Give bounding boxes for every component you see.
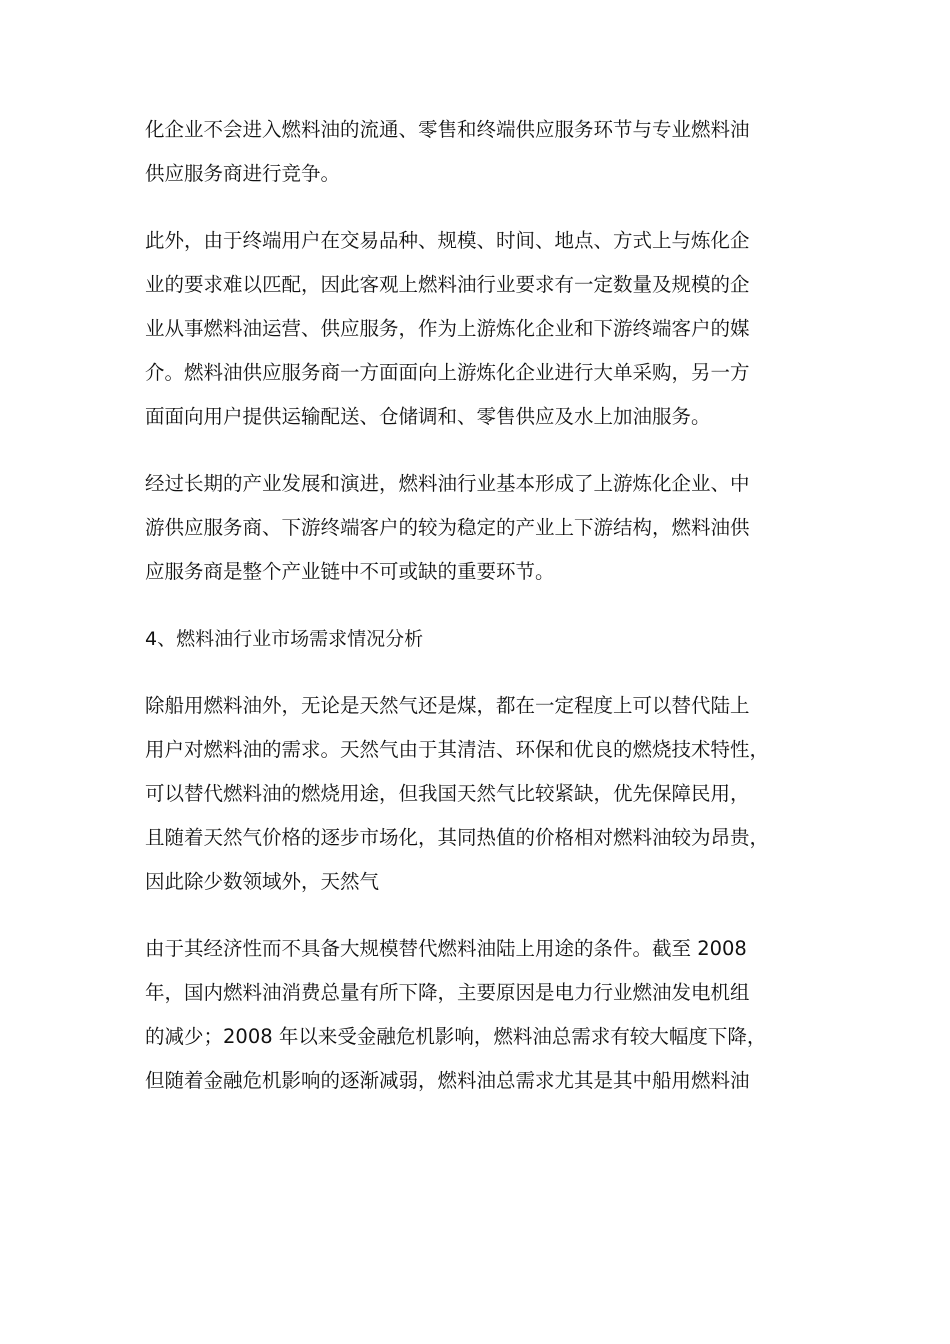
text-line: 可以替代燃料油的燃烧用途，但我国天然气比较紧缺，优先保障民用， [145, 782, 750, 805]
text-line: 除船用燃料油外，无论是天然气还是煤，都在一定程度上可以替代陆上 [145, 694, 750, 717]
text-line: 业从事燃料油运营、供应服务，作为上游炼化企业和下游终端客户的媒 [145, 317, 750, 340]
text-line: 用户对燃料油的需求。天然气由于其清洁、环保和优良的燃烧技术特性， [145, 738, 770, 761]
text-line: 化企业不会进入燃料油的流通、零售和终端供应服务环节与专业燃料油 [145, 118, 750, 141]
text-line: 业的要求难以匹配，因此客观上燃料油行业要求有一定数量及规模的企 [145, 273, 750, 296]
text-line: 供应服务商进行竞争。 [145, 162, 341, 185]
paragraph-industry-structure [145, 462, 825, 594]
paragraph-industry-competition [145, 108, 825, 196]
text-line: 年，国内燃料油消费总量有所下降，主要原因是电力行业燃油发电机组 [145, 981, 750, 1004]
text-line: 的减少；2008 年以来受金融危机影响，燃料油总需求有较大幅度下降， [145, 1025, 767, 1048]
document-page [145, 108, 825, 1103]
text-line: 因此除少数领域外，天然气 [145, 870, 380, 893]
text-line: 由于其经济性而不具备大规模替代燃料油陆上用途的条件。截至 2008 [145, 937, 747, 960]
paragraph-service-provider-role [145, 219, 825, 439]
paragraph-demand-trend [145, 927, 825, 1103]
section-heading [145, 617, 825, 661]
text-line: 介。燃料油供应服务商一方面面向上游炼化企业进行大单采购，另一方 [145, 361, 750, 384]
text-line: 应服务商是整个产业链中不可或缺的重要环节。 [145, 560, 555, 583]
text-line: 游供应服务商、下游终端客户的较为稳定的产业上下游结构，燃料油供 [145, 516, 750, 539]
section-heading-text: 4、燃料油行业市场需求情况分析 [145, 628, 424, 650]
text-line: 面面向用户提供运输配送、仓储调和、零售供应及水上加油服务。 [145, 405, 711, 428]
text-line: 且随着天然气价格的逐步市场化，其同热值的价格相对燃料油较为昂贵， [145, 826, 770, 849]
text-line: 此外，由于终端用户在交易品种、规模、时间、地点、方式上与炼化企 [145, 229, 750, 252]
paragraph-substitutes [145, 684, 825, 904]
text-line: 但随着金融危机影响的逐渐减弱，燃料油总需求尤其是其中船用燃料油 [145, 1069, 750, 1092]
text-line: 经过长期的产业发展和演进，燃料油行业基本形成了上游炼化企业、中 [145, 472, 750, 495]
